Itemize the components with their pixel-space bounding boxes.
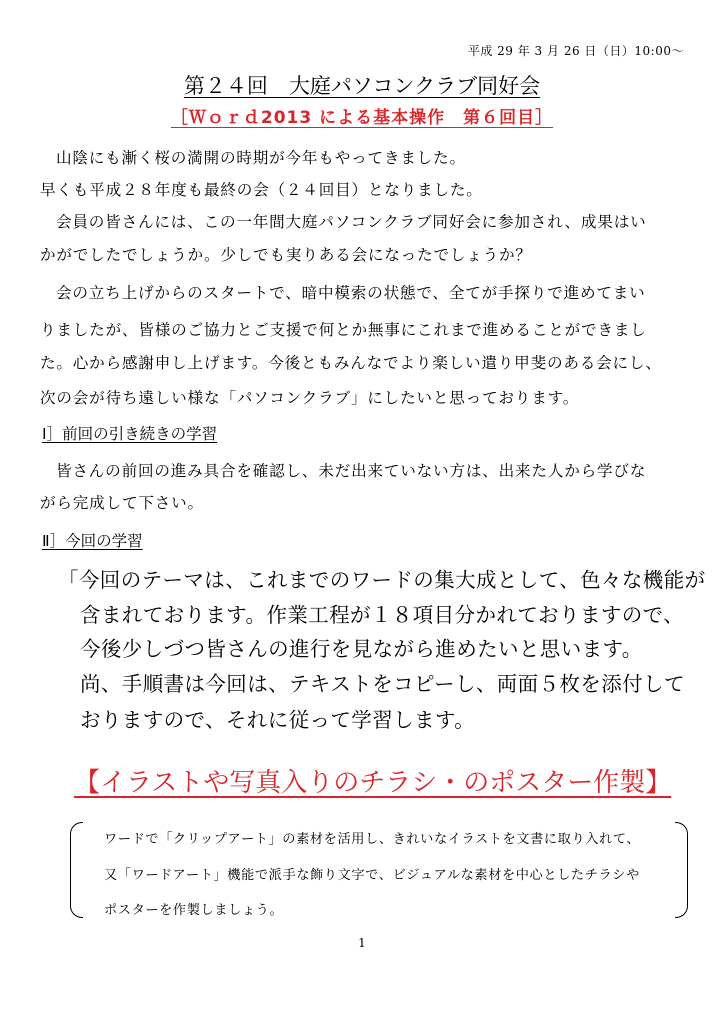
intro-line: 会員の皆さんには、この一年間大庭パソコンクラブ同好会に参加され、成果はい bbox=[56, 213, 647, 231]
document-date: 平成 29 年 3 月 26 日（日）10:00～ bbox=[467, 44, 684, 58]
section-1-line: がら完成して下さい。 bbox=[40, 494, 204, 512]
poster-title: 【イラストや写真入りのチラシ・のポスター作製】 bbox=[74, 768, 672, 798]
section-1-heading: Ⅰ］前回の引き続きの学習 bbox=[42, 425, 218, 443]
document-subtitle: ［Ｗｏｒｄ2013 による基本操作 第６回目］ bbox=[170, 108, 554, 128]
section-2-heading: Ⅱ］今回の学習 bbox=[42, 532, 143, 550]
theme-line: 今後少しづつ皆さんの進行を見ながら進めたいと思います。 bbox=[80, 637, 643, 661]
box-line: ポスターを作製しましょう。 bbox=[104, 903, 284, 918]
theme-line: 尚、手順書は今回は、テキストをコピーし、両面５枚を添付して bbox=[80, 672, 685, 696]
box-line: ワードで「クリップアート」の素材を活用し、きれいなイラストを文書に取り入れて、 bbox=[104, 832, 641, 847]
intro-line: かがでしたでしょうか。少しでも実りある会になったでしょうか？ bbox=[40, 246, 532, 264]
section-1-line: 皆さんの前回の進み具合を確認し、未だ出来ていない方は、出来た人から学びな bbox=[56, 462, 647, 480]
page-number: 1 bbox=[358, 936, 366, 950]
left-bracket bbox=[70, 822, 83, 918]
theme-line: 含まれております。作業工程が１８項目分かれておりますので、 bbox=[80, 603, 685, 627]
intro-line: りましたが、皆様のご協力とご支援で何とか無事にこれまで進めることができまし bbox=[40, 321, 647, 339]
intro-line: 山陰にも漸く桜の満開の時期が今年もやってきました。 bbox=[56, 149, 466, 167]
intro-line: 会の立ち上げからのスタートで、暗中模索の状態で、全てが手探りで進めてまい bbox=[56, 284, 646, 302]
right-bracket bbox=[675, 822, 688, 918]
intro-line: た。心から感謝申し上げます。今後ともみんなでより楽しい遣り甲斐のある会にし、 bbox=[40, 354, 662, 372]
box-line: 又「ワードアート」機能で派手な飾り文字で、ビジュアルな素材を中心としたチラシや bbox=[104, 868, 640, 883]
intro-line: 早くも平成２８年度も最終の会（２４回目）となりました。 bbox=[40, 181, 483, 199]
intro-line: 次の会が待ち遠しい様な「パソコンクラブ」にしたいと思っております。 bbox=[40, 389, 580, 407]
document-title: 第２４回 大庭パソコンクラブ同好会 bbox=[183, 74, 541, 98]
theme-line: おりますので、それに従って学習します。 bbox=[80, 708, 476, 732]
theme-line: 「今回のテーマは、これまでのワードの集大成として、色々な機能が bbox=[58, 568, 706, 592]
